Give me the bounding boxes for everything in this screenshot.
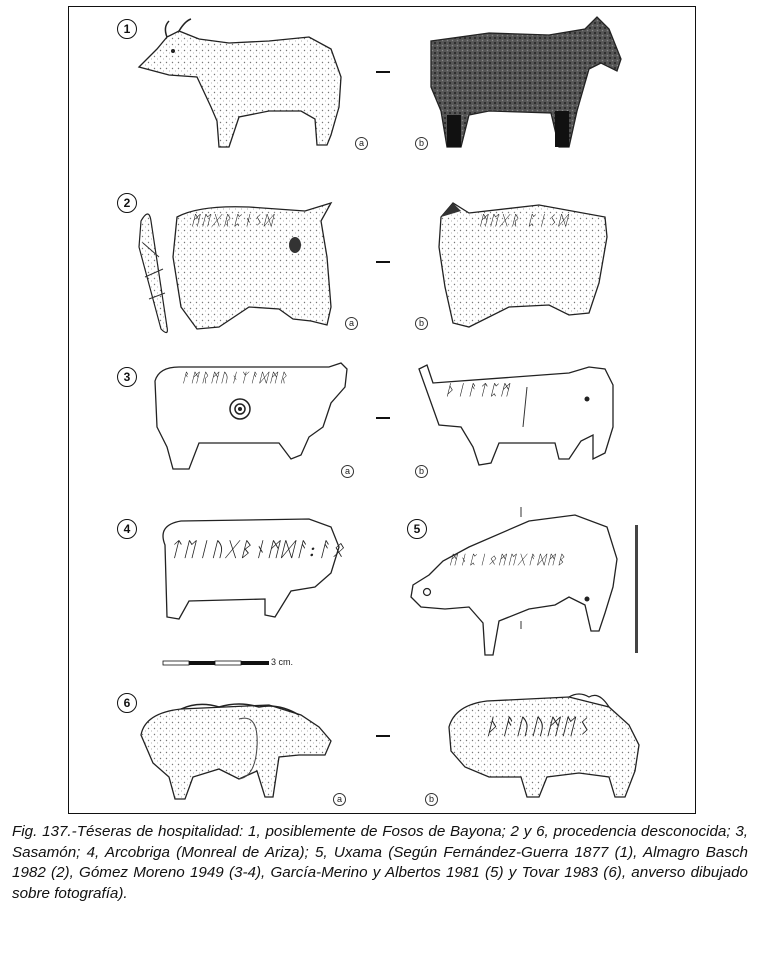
tessera-drawings bbox=[69, 7, 697, 815]
item-number-2: 2 bbox=[117, 193, 137, 213]
side-label-6a: a bbox=[333, 793, 346, 806]
separator-dash-6 bbox=[376, 735, 390, 737]
item-number-3: 3 bbox=[117, 367, 137, 387]
tessera-1a-bull bbox=[139, 19, 341, 147]
inscription-2b: ᛗᛖᚷᚱ ᛈᛁᛊᛞ bbox=[479, 213, 569, 229]
item-number-5: 5 bbox=[407, 519, 427, 539]
figure-caption: Fig. 137.-Téseras de hospitalidad: 1, posiblemente de Fosos de Bayona; 2 y 6, procedencia desconocida; 3, Sasamón; 4, Arcobriga (Monreal de Ariza); 5, Uxama (Según Fernández-Guerra 1877 (1), Almagro Basch 1982 (2), Gómez Moreno 1949 (3-4), García-Merino y Albertos 1981 (5) y Tovar 1983 (6), anverso dibujado sobre fotografía). bbox=[12, 823, 748, 902]
side-label-6b: b bbox=[425, 793, 438, 806]
item-number-6: 6 bbox=[117, 693, 137, 713]
tessera-2-profile bbox=[139, 214, 167, 333]
side-label-3a: a bbox=[341, 465, 354, 478]
side-label-2a: a bbox=[345, 317, 358, 330]
tessera-5-boar bbox=[411, 507, 638, 655]
scale-bar bbox=[163, 661, 269, 665]
item-number-4: 4 bbox=[117, 519, 137, 539]
inscription-5: ᛗᚾᛈᛁᛟᛗᛖᚷᚨᛞᛗᛒ bbox=[449, 553, 567, 568]
side-label-2b: b bbox=[415, 317, 428, 330]
inscription-4: ᛏᛖᛁᚢᚷᛒᚾᛗᛞᚨ:ᚨᛟ bbox=[169, 537, 346, 561]
tessera-3b-animal bbox=[419, 365, 613, 465]
inscription-6b: ᚦᚨᚢᚢᛗᛖᛊ bbox=[485, 715, 592, 740]
scale-label: 3 cm. bbox=[271, 657, 294, 667]
tessera-6b-boar bbox=[449, 694, 639, 797]
tessera-6a-boar bbox=[141, 704, 331, 799]
separator-dash-3 bbox=[376, 417, 390, 419]
side-label-1a: a bbox=[355, 137, 368, 150]
figure-plate bbox=[68, 6, 696, 814]
separator-dash-1 bbox=[376, 71, 390, 73]
separator-dash-2 bbox=[376, 261, 390, 263]
side-label-1b: b bbox=[415, 137, 428, 150]
tessera-1b-bull bbox=[431, 17, 621, 147]
inscription-3b: ᚦᛁᚨᛏᛈᛗ bbox=[445, 381, 512, 399]
side-label-3b: b bbox=[415, 465, 428, 478]
inscription-2a: ᛗᛖᚷᚱᛈᚾᛊᛞ bbox=[191, 213, 275, 229]
tessera-4-animal bbox=[163, 519, 339, 619]
inscription-3a: ᚨᛗᚱᛗᚢᚾᛉᚨᛞᛗᚱ bbox=[181, 371, 289, 386]
item-number-1: 1 bbox=[117, 19, 137, 39]
